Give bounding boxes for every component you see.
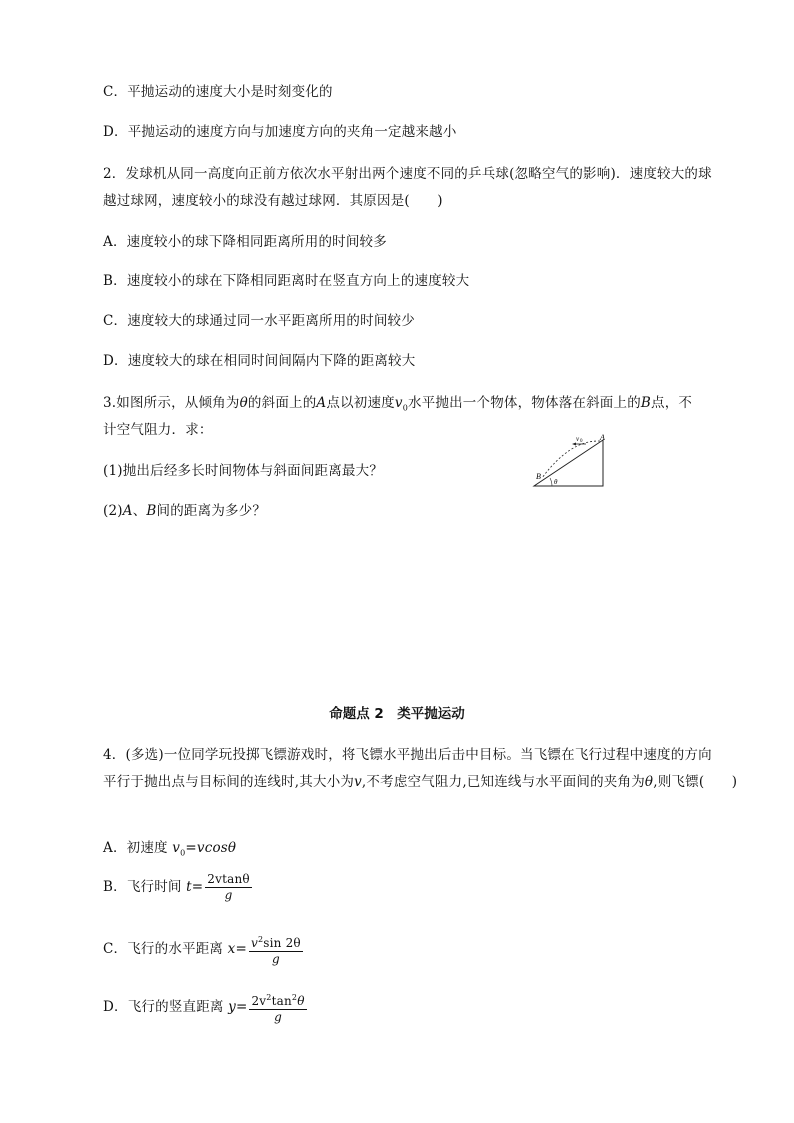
q4-option-a: A．初速度 $v_0=vcos\theta$	[103, 840, 237, 858]
q4-b-fraction: $\frac{2vtan\theta}{g}$	[207, 872, 250, 902]
q4-stem-line1: 4．(多选)一位同学玩投掷飞镖游戏时，将飞镖水平抛出后击中目标。当飞镖在飞行过程中速度的方向	[103, 747, 712, 763]
q2-stem-line2: 越过球网，速度较小的球没有越过球网．其原因是( )	[103, 193, 443, 209]
trajectory-curve	[542, 441, 600, 478]
q1-option-c: C．平抛运动的速度大小是时刻变化的	[103, 84, 333, 100]
fig-label-a: A	[600, 433, 605, 442]
fig-label-theta: θ	[554, 478, 558, 486]
q2-option-b: B．速度较小的球在下降相同距离时在竖直方向上的速度较大	[103, 273, 470, 289]
q3-sub1: (1)抛出后经多长时间物体与斜面间距离最大？	[103, 463, 384, 479]
incline-triangle	[534, 440, 603, 486]
q4-option-c: C．飞行的水平距离 x= $\frac{v^2\sin 2\theta}{g}$	[103, 932, 305, 967]
fig-label-v0: v	[576, 435, 580, 443]
q4-stem-line2: 平行于抛出点与目标间的连线时,其大小为v,不考虑空气阻力,已知连线与水平面间的夹角为θ,则飞镖( )	[103, 774, 738, 790]
q3-sub2: (2)A、B间的距离为多少？	[103, 503, 267, 519]
q4-option-d: D．飞行的竖直距离 y= $\frac{2v^2\tan^2\theta}{g}$	[103, 990, 309, 1025]
q2-option-a: A．速度较小的球下降相同距离所用的时间较多	[103, 234, 387, 250]
q3-stem-line2: 计空气阻力．求：	[103, 422, 213, 438]
q2-stem-line1: 2．发球机从同一高度向正前方依次水平射出两个速度不同的乒乓球(忽略空气的影响)．速度较大的球	[103, 166, 712, 182]
fig-label-b: B	[536, 472, 541, 481]
angle-arc	[550, 478, 552, 486]
q4-d-fraction: $\frac{2v^2\tan^2\theta}{g}$	[249, 990, 306, 1025]
section-title: 命题点 2 类平抛运动	[329, 706, 465, 722]
q2-option-d: D．速度较大的球在相同时间间隔内下降的距离较大	[103, 353, 416, 369]
q1-option-d: D．平抛运动的速度方向与加速度方向的夹角一定越来越小	[103, 124, 457, 140]
q3-stem-line1: 3.如图所示，从倾角为θ的斜面上的A点以初速度$v_0$水平抛出一个物体，物体落在斜面上的B点，不	[103, 395, 693, 413]
q4-option-b: B．飞行时间 t= $\frac{2vtan\theta}{g}$	[103, 872, 250, 902]
incline-figure	[530, 432, 608, 490]
fig-label-v0-sub: 0	[580, 439, 583, 444]
q4-c-fraction: $\frac{v^2\sin 2\theta}{g}$	[249, 932, 303, 967]
q2-option-c: C．速度较大的球通过同一水平距离所用的时间较少	[103, 313, 415, 329]
